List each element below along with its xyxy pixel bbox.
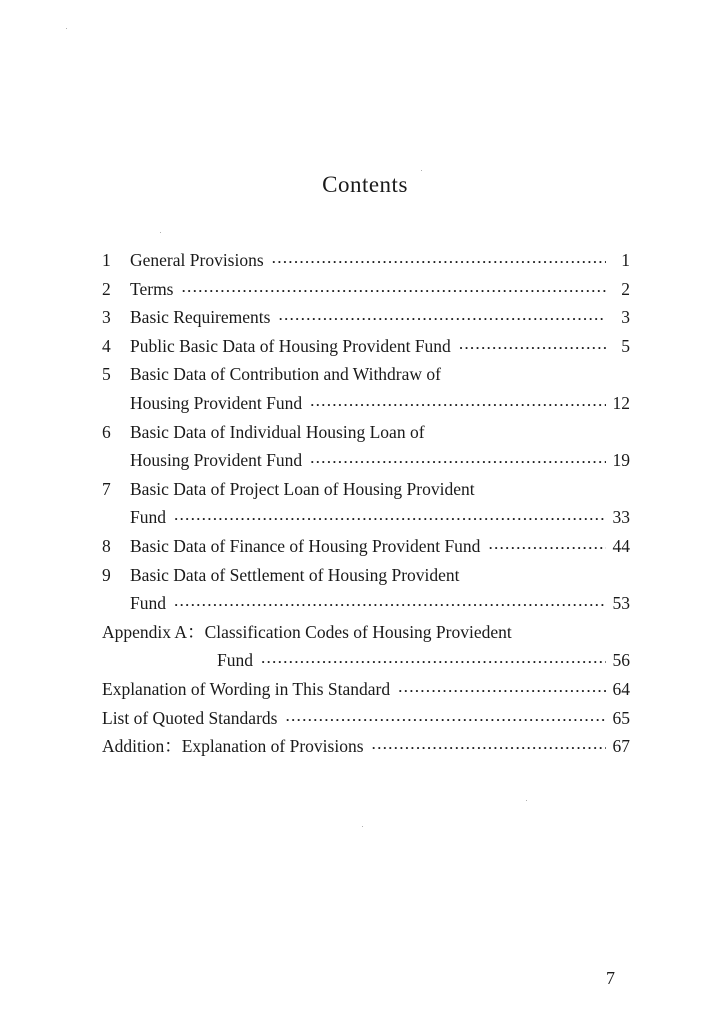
toc-entry-text: Terms — [130, 275, 182, 304]
toc-entry-line — [102, 246, 630, 275]
scan-speck — [66, 28, 67, 29]
toc-entry-text: Fund — [217, 646, 261, 675]
dot-leader — [182, 277, 607, 304]
dot-leader — [174, 505, 606, 532]
toc-entry-text: Basic Data of Project Loan of Housing Provident — [130, 475, 483, 504]
toc-entry-text: Fund — [130, 503, 174, 532]
toc-entry-line — [102, 618, 630, 647]
toc-entry-text: Housing Provident Fund — [130, 446, 310, 475]
toc-entry-number: 1 — [102, 250, 111, 270]
dot-leader — [272, 248, 606, 275]
toc-entry-line — [102, 418, 630, 447]
toc-page-number: 1 — [621, 250, 630, 270]
dot-leader — [174, 591, 606, 618]
toc-page-number: 3 — [621, 307, 630, 328]
toc-entry-line — [102, 675, 630, 704]
toc-entry-text: Explanation of Wording in This Standard — [102, 675, 398, 704]
toc-entry-line — [102, 275, 630, 304]
toc-page-number: 56 — [612, 650, 630, 671]
toc-entry-text: Addition：Explanation of Provisions — [102, 732, 372, 761]
toc-page-number: 64 — [612, 678, 630, 699]
toc-entry-number: 3 — [102, 307, 111, 328]
dot-leader — [372, 734, 606, 761]
dot-leader — [488, 534, 606, 561]
toc-entry-text: Basic Data of Contribution and Withdraw of — [130, 360, 449, 389]
toc-entry-number: 2 — [102, 278, 111, 299]
scan-speck — [362, 826, 363, 827]
toc-page-number: 12 — [612, 392, 630, 413]
toc-entry-line — [102, 503, 630, 532]
toc-entry-line — [102, 646, 630, 675]
toc-entry-line — [102, 704, 630, 733]
toc-entry-line — [102, 532, 630, 561]
dot-leader — [310, 448, 606, 475]
scan-speck — [421, 170, 422, 171]
dot-leader — [398, 677, 606, 704]
toc-entry-line — [102, 332, 630, 361]
toc-entry-text: Housing Provident Fund — [130, 389, 310, 418]
toc-entry-number: 5 — [102, 364, 111, 385]
toc-entry-number: 8 — [102, 535, 111, 556]
toc-page-number: 5 — [621, 335, 630, 356]
toc-page-number: 67 — [612, 736, 630, 757]
toc-entry-line — [102, 360, 630, 389]
toc-entry-line — [102, 561, 630, 590]
toc-page-number: 19 — [612, 450, 630, 471]
toc-entry-text: General Provisions — [130, 246, 272, 275]
table-of-contents — [102, 246, 630, 761]
toc-entry-line — [102, 389, 630, 418]
page-number: 7 — [606, 968, 615, 988]
dot-leader — [278, 305, 606, 332]
scan-speck — [160, 232, 161, 233]
toc-page-number: 2 — [621, 278, 630, 299]
toc-entry-number: 4 — [102, 335, 111, 356]
toc-entry-line — [102, 446, 630, 475]
toc-entry-line — [102, 589, 630, 618]
toc-entry-text: Appendix A：Classification Codes of Housing Proviedent — [102, 618, 520, 647]
toc-entry-text: List of Quoted Standards — [102, 704, 285, 733]
toc-page-number: 33 — [612, 507, 630, 528]
toc-entry-text: Basic Data of Settlement of Housing Provident — [130, 561, 468, 590]
toc-page-number: 53 — [612, 593, 630, 614]
toc-entry-number: 9 — [102, 564, 111, 585]
toc-entry-text: Basic Requirements — [130, 303, 278, 332]
toc-page-number: 65 — [612, 707, 630, 728]
contents-title: Contents — [322, 172, 408, 197]
dot-leader — [459, 334, 606, 361]
toc-entry-line — [102, 303, 630, 332]
toc-entry-number: 6 — [102, 421, 111, 442]
scan-speck — [526, 800, 527, 801]
toc-entry-line — [102, 732, 630, 761]
dot-leader — [285, 706, 606, 733]
toc-entry-text: Fund — [130, 589, 174, 618]
toc-entry-number: 7 — [102, 478, 111, 499]
toc-entry-line — [102, 475, 630, 504]
toc-entry-text: Basic Data of Individual Housing Loan of — [130, 418, 433, 447]
toc-entry-text: Public Basic Data of Housing Provident Fund — [130, 332, 459, 361]
toc-entry-text: Basic Data of Finance of Housing Provident Fund — [130, 532, 488, 561]
dot-leader — [261, 648, 606, 675]
toc-page-number: 44 — [612, 535, 630, 556]
dot-leader — [310, 391, 606, 418]
